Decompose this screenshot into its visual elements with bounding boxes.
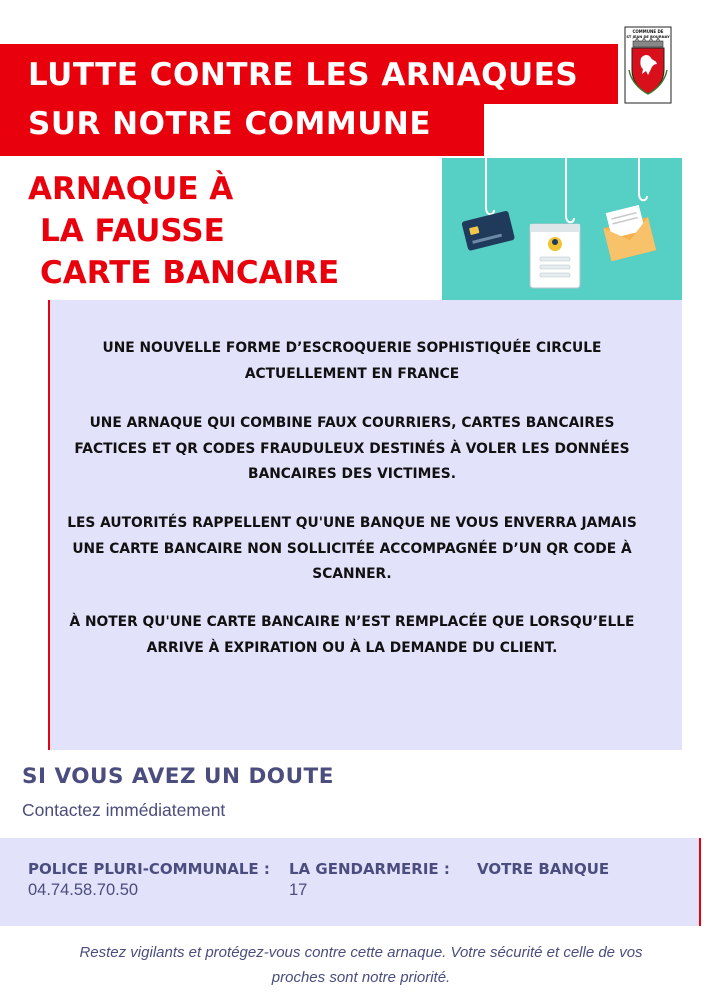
footer-note xyxy=(30,940,692,990)
doubt-heading: SI VOUS AVEZ UN DOUTE xyxy=(22,764,334,789)
info-paragraph-4: À NOTER QU'UNE CARTE BANCAIRE N’EST REMPLACÉE QUE LORSQU’ELLE ARRIVE À EXPIRATION OU À LA DEMANDE DU CLIENT. xyxy=(69,614,635,656)
contact-value-gendarmerie: 17 xyxy=(289,881,308,899)
crest-text-line2: ST JEAN DE BOURNAY xyxy=(626,35,670,39)
scam-title-line2: LA FAUSSE xyxy=(40,213,225,249)
contacts-panel-accent-line xyxy=(699,838,701,926)
envelope-icon xyxy=(600,204,656,262)
footer-line-2: proches sont notre priorité. xyxy=(271,969,451,986)
credit-card-icon xyxy=(461,210,515,251)
footer-line-1: Restez vigilants et protégez-vous contre cette arnaque. Votre sécurité et celle de vos xyxy=(79,944,643,961)
contact-label-gendarmerie: LA GENDARMERIE : xyxy=(289,860,450,878)
info-paragraph-1: UNE NOUVELLE FORME D’ESCROQUERIE SOPHISTIQUÉE CIRCULE ACTUELLEMENT EN FRANCE xyxy=(102,340,602,382)
info-paragraph-3: LES AUTORITÉS RAPPELLENT QU'UNE BANQUE NE VOUS ENVERRA JAMAIS UNE CARTE BANCAIRE NON SOLLICITÉE ACCOMPAGNÉE D’UN QR CODE À SCANNER. xyxy=(67,515,637,582)
coat-of-arms-icon xyxy=(624,26,672,104)
doubt-subheading: Contactez immédiatement xyxy=(22,800,226,820)
login-form-icon xyxy=(530,224,580,288)
page-title-line1: LUTTE CONTRE LES ARNAQUES xyxy=(28,57,579,93)
scam-title-line3: CARTE BANCAIRE xyxy=(40,255,340,291)
contact-label-police: POLICE PLURI-COMMUNALE : xyxy=(28,860,270,878)
contact-value-police: 04.74.58.70.50 xyxy=(28,881,139,899)
contact-label-bank: VOTRE BANQUE xyxy=(477,860,610,878)
scam-title-line1: ARNAQUE À xyxy=(28,171,234,207)
phishing-illustration xyxy=(442,158,682,314)
info-paragraph-2: UNE ARNAQUE QUI COMBINE FAUX COURRIERS, CARTES BANCAIRES FACTICES ET QR CODES FRAUDULEUX DESTINÉS À VOLER LES DONNÉES BANCAIRES DES VICTIMES. xyxy=(74,415,630,482)
page-title-line2: SUR NOTRE COMMUNE xyxy=(28,106,432,142)
info-panel-accent-line xyxy=(48,300,50,750)
crest-text-line1: COMMUNE DE xyxy=(632,29,664,34)
